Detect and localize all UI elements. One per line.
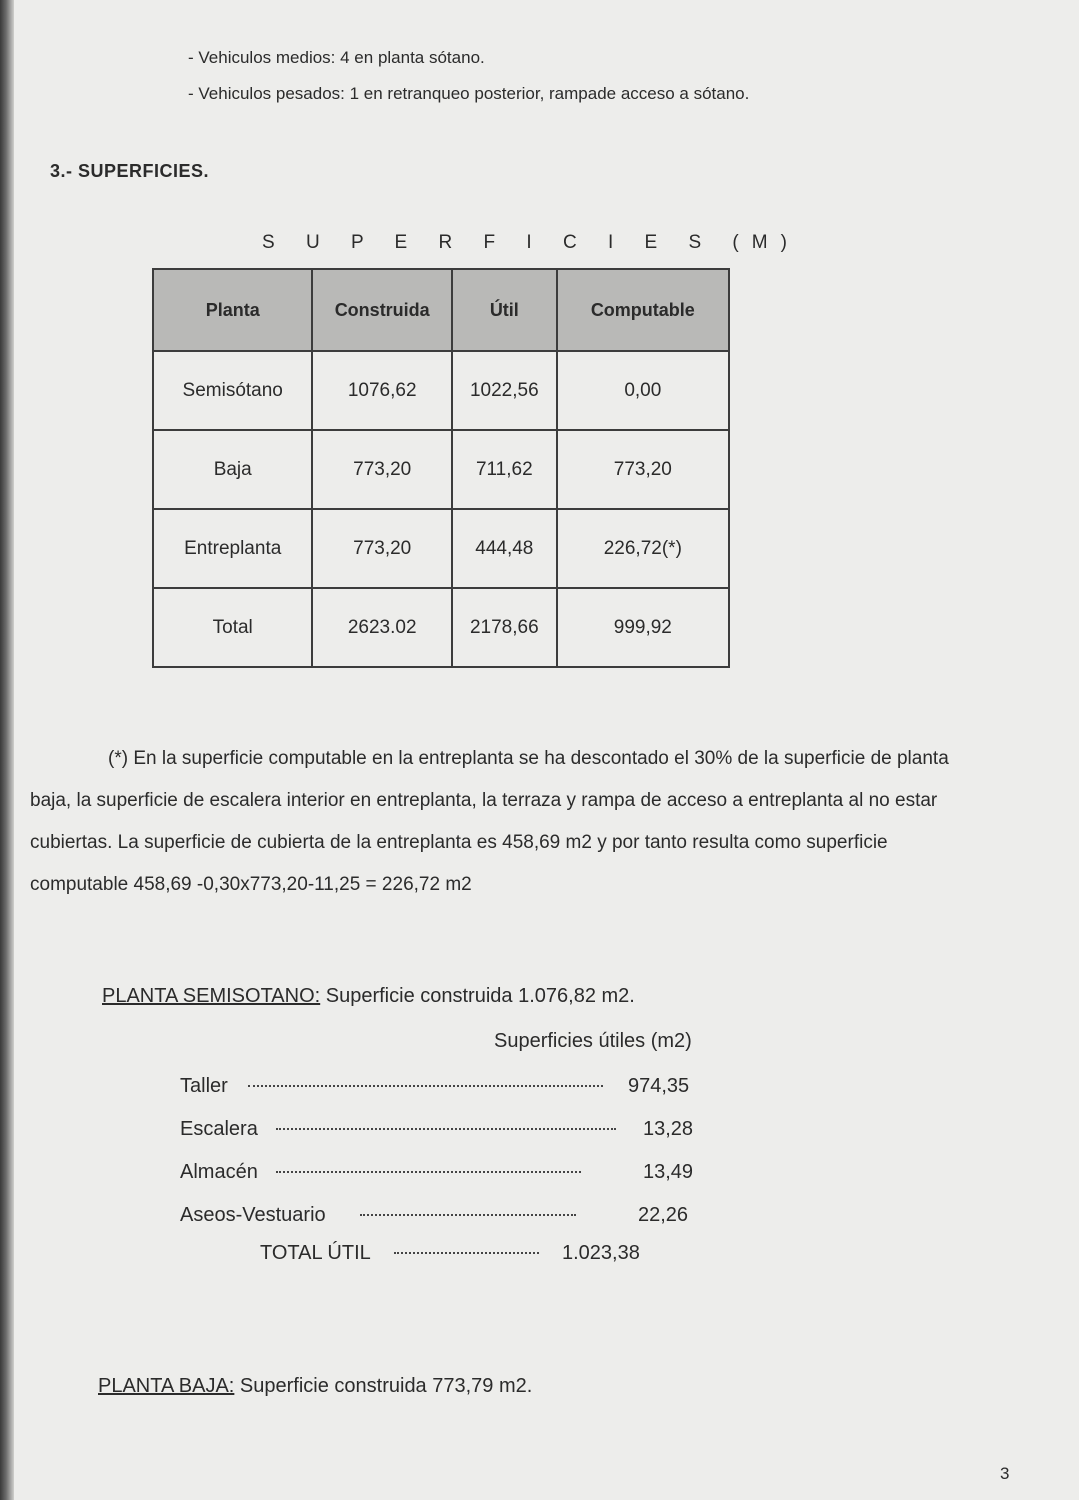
cell-util: 444,48: [452, 509, 557, 588]
heading-baja-text: Superficie construida 773,79 m2.: [234, 1375, 533, 1397]
page-number: 3: [1000, 1464, 1010, 1483]
binding-edge: [0, 0, 14, 1500]
table-row: [153, 509, 729, 588]
header-construida: Construida: [312, 269, 452, 351]
cell-construida: 2623.02: [312, 588, 452, 667]
cell-computable: 773,20: [557, 430, 729, 509]
footnote-paragraph: [30, 738, 975, 906]
leader-dots: [276, 1171, 581, 1173]
footnote-text: (*) En la superficie computable en la entreplanta se ha descontado el 30% de la superficie de planta baja, la superficie de escalera interior en entreplanta, la terraza y rampa de acceso a entreplanta al no estar cubiertas. La superficie de cubierta de la entreplanta es 458,69 m2 y por tanto resulta como superficie computable 458,69 -0,30x773,20-11,25 = 226,72 m2: [30, 748, 949, 895]
leader-dots: [394, 1252, 539, 1254]
heading-planta-semisotano: [102, 985, 635, 1008]
cell-computable: 226,72(*): [557, 509, 729, 588]
section-title: 3.- SUPERFICIES.: [50, 161, 210, 181]
leader-dots: [276, 1128, 616, 1130]
table-row: [153, 351, 729, 430]
heading-planta-baja: [98, 1375, 532, 1398]
item-label: Escalera: [180, 1118, 258, 1140]
item-label: Almacén: [180, 1161, 258, 1183]
header-computable: Computable: [557, 269, 729, 351]
item-value: 13,49: [643, 1161, 694, 1183]
cell-util: 1022,56: [452, 351, 557, 430]
heading-baja-label: PLANTA BAJA:: [98, 1375, 235, 1397]
leader-dots: [360, 1214, 576, 1216]
item-value: 22,26: [638, 1204, 689, 1226]
item-value: 974,35: [628, 1075, 690, 1097]
superficies-utiles-title: Superficies útiles (m2): [494, 1030, 692, 1052]
header-planta: Planta: [153, 269, 312, 351]
header-util: Útil: [452, 269, 557, 351]
cell-construida: 1076,62: [312, 351, 452, 430]
cell-computable: 0,00: [557, 351, 729, 430]
bullet-vehiculos-medios: - Vehiculos medios: 4 en planta sótano.: [188, 48, 485, 67]
heading-semisotano-label: PLANTA SEMISOTANO:: [102, 985, 321, 1007]
total-label: TOTAL ÚTIL: [260, 1242, 371, 1264]
cell-util: 2178,66: [452, 588, 557, 667]
table-header-row: [153, 269, 729, 351]
item-label: Aseos-Vestuario: [180, 1204, 326, 1226]
cell-planta: Semisótano: [153, 351, 312, 430]
cell-construida: 773,20: [312, 430, 452, 509]
cell-planta: Total: [153, 588, 312, 667]
cell-planta: Entreplanta: [153, 509, 312, 588]
item-value: 13,28: [643, 1118, 694, 1140]
heading-semisotano-text: Superficie construida 1.076,82 m2.: [320, 985, 635, 1007]
table-row-total: [153, 588, 729, 667]
cell-planta: Baja: [153, 430, 312, 509]
superficies-table: [152, 268, 730, 668]
table-title: S U P E R F I C I E S (M): [262, 232, 800, 253]
bullet-vehiculos-pesados: - Vehiculos pesados: 1 en retranqueo posterior, rampade acceso a sótano.: [188, 84, 750, 103]
cell-util: 711,62: [452, 430, 557, 509]
table-row: [153, 430, 729, 509]
cell-computable: 999,92: [557, 588, 729, 667]
cell-construida: 773,20: [312, 509, 452, 588]
item-label: Taller: [180, 1075, 228, 1097]
total-value: 1.023,38: [562, 1242, 640, 1264]
leader-dots: [248, 1085, 603, 1087]
